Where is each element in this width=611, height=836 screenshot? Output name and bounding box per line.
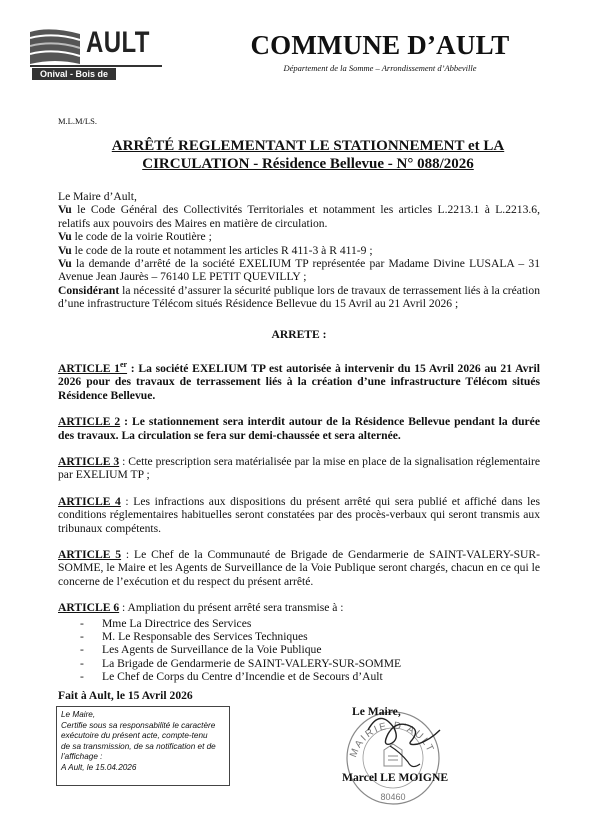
title-line-1: ARRÊTÉ REGLEMENTANT LE STATIONNEMENT et LA [111,138,505,154]
distribution-list [58,617,540,684]
document-body [58,190,540,684]
article-2: ARTICLE 2 : Le stationnement sera interdit autour de la Résidence Bellevue pendant la durée des travaux. La circulation se fera sur demi-chaussée et sera alternée. [58,415,540,442]
document-title [60,137,556,173]
cert-line: A Ault, le 15.04.2026 [61,762,137,772]
vu-paragraph-1: Vu le Code Général des Collectivités Territoriales et notamment les articles L.2213.1 à L.2213.6, relatifs aux pouvoirs des Maires en matière de circulation. [58,203,540,230]
cert-line: l’affichage : [61,752,103,762]
considerant-paragraph: Considérant la nécessité d’assurer la sécurité publique lors de travaux de terrassement liés à la création d’une infrastructure Télécom situés Résidence Bellevue du 15 Avril au 21 Avril 2026 ; [58,283,540,311]
article-4: ARTICLE 4 : Les infractions aux dispositions du présent arrêté qui sera publié et affiché dans les conditions réglementaires habituelles seront constatées par des procès-verbaux qui seront transmis aux tribunaux compétents. [58,494,540,535]
place-date-line: Fait à Ault, le 15 Avril 2026 [58,689,193,702]
certification-box [56,706,230,786]
article-5: ARTICLE 5 : Le Chef de la Communauté de Brigade de Gendarmerie de SAINT-VALERY-SUR-SOMME, le Maire et les Agents de Surveillance de la Voie Publique seront chargés, chacun en ce qui le concerne de l’exécution et du respect du présent arrêté. [58,547,540,588]
vu-paragraph-2: Vu le code de la voirie Routière ; [58,230,212,244]
logo-subtitle: Onival - Bois de Cise [32,68,116,80]
cert-line: Certifie sous sa responsabilité le caractère [61,720,216,730]
maire-label: Le Maire, [352,705,401,718]
arrete-heading: ARRETE : [271,327,327,341]
vu-paragraph-4: Vu la demande d’arrêté de la société EXELIUM TP représentée par Madame Divine LUSALA – 31 Avenue Jean Jaurès – 76140 LE PETIT QUEVILLY ; [58,257,540,284]
ault-logo [30,24,162,91]
maire-name: Marcel LE MOIGNE [342,771,449,784]
article-6: ARTICLE 6 : Ampliation du présent arrêté sera transmise à : [58,601,344,615]
svg-text:MAIRIE D'AULT: MAIRIE D'AULT [348,720,437,759]
svg-text:80460: 80460 [380,792,406,802]
list-item: - La Brigade de Gendarmerie de SAINT-VALERY-SUR-SOMME [80,657,540,670]
logo-text: AULT [86,26,150,59]
article-3: ARTICLE 3 : Cette prescription sera matérialisée par la mise en place de la signalisation réglementaire par EXELIUM TP ; [58,454,540,482]
intro-line: Le Maire d’Ault, [58,190,137,203]
reference-code: M.L.M/LS. [58,116,97,126]
cert-line: Le Maire, [61,710,96,719]
list-item: - Mme La Directrice des Services [80,617,540,630]
title-line-2: CIRCULATION - Résidence Bellevue - N° 088/2026 [142,156,474,172]
vu-paragraph-3: Vu le code de la route et notamment les articles R 411-3 à R 411-9 ; [58,243,373,257]
list-item: - M. Le Responsable des Services Techniques [80,630,540,643]
department-line: Département de la Somme – Arrondissement d’Abbeville [283,63,477,73]
list-item: - Le Chef de Corps du Centre d’Incendie et de Secours d’Ault [80,670,540,683]
cert-line: exécutoire du présent acte, compte-tenu [61,731,208,741]
list-item: - Les Agents de Surveillance de la Voie Publique [80,643,540,656]
cert-line: de sa transmission, de sa notification et de [61,741,216,751]
commune-title: COMMUNE D’AULT [250,30,510,60]
article-1: ARTICLE 1er : La société EXELIUM TP est autorisée à intervenir du 15 Avril 2026 au 21 Avril 2026 pour des travaux de terrassement liés à la création d’une infrastructure Télécom situés Résidence Bellevue. [58,360,540,402]
